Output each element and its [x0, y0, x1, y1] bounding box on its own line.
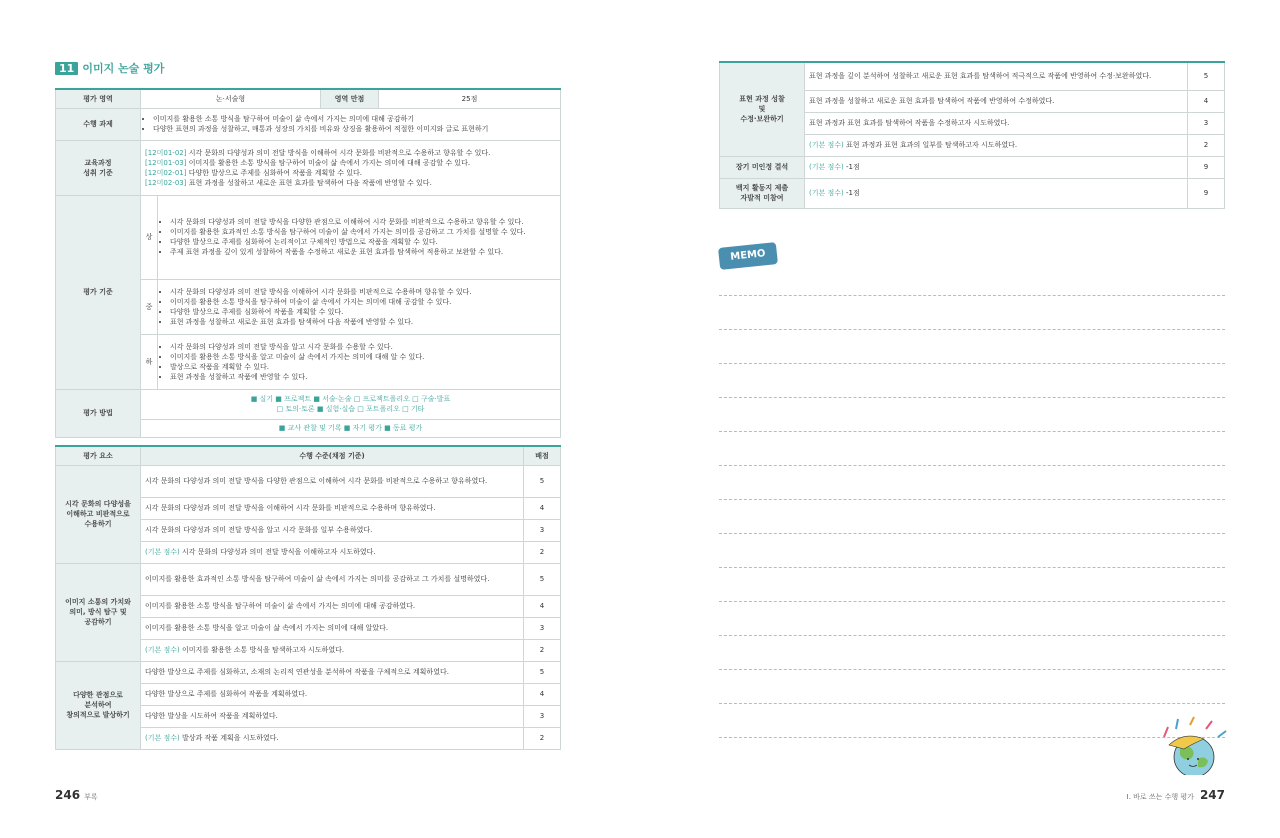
rubric-header	[56, 446, 561, 465]
rubric-score: 3	[524, 617, 561, 639]
rubric-level-text	[141, 497, 524, 519]
penalty-label: 백지 활동지 제출 자발적 미참여	[720, 178, 805, 208]
task-content	[141, 108, 561, 140]
methods-content	[141, 389, 561, 419]
criteria-item: • 이미지를 활용한 소통 방식을 탐구하여 미술이 삶 속에서 가지는 의미에 대해 공감할 수 있다.	[170, 297, 556, 307]
base-score-prefix: (기본 점수)	[145, 646, 180, 654]
criteria-item: • 표현 과정을 성찰하고 작품에 반영할 수 있다.	[170, 372, 556, 382]
rubric-text: 이미지를 활용한 소통 방식을 탐색하고자 시도하였다.	[179, 646, 345, 654]
area-row	[56, 89, 561, 108]
rubric-score: 4	[524, 497, 561, 519]
rubric-text: 다양한 발상으로 주제를 심화하여 작품을 계획하였다.	[145, 690, 308, 698]
memo-line	[719, 465, 1225, 466]
rubric-level-text	[141, 465, 524, 497]
penalty-text	[805, 178, 1188, 208]
rubric-level-text	[805, 62, 1188, 90]
criteria-item: • 표현 과정을 성찰하고 새로운 표현 효과를 탐색하여 다음 작품에 반영할 수 있다.	[170, 317, 556, 327]
criteria-item: • 다양한 발상으로 주제를 심화하여 논리적이고 구체적인 방법으로 작품을 계획할 수 있다.	[170, 237, 556, 247]
criteria-row-high	[56, 195, 561, 279]
standard-item: [12미02-01] 다양한 발상으로 주제를 심화하여 작품을 계획할 수 있다.	[145, 168, 363, 177]
rubric-level-text	[141, 617, 524, 639]
criteria-content	[158, 195, 561, 279]
criteria-level: 하	[141, 334, 158, 389]
score-label: 영역 만점	[321, 89, 379, 108]
criteria-level: 상	[141, 195, 158, 279]
criteria-content	[158, 334, 561, 389]
methods-label: 평가 방법	[56, 389, 141, 437]
penalty-label: 장기 미인정 결석	[720, 156, 805, 178]
rubric-level-text	[141, 639, 524, 661]
area-label: 평가 영역	[56, 89, 141, 108]
rubric-text: 이미지를 활용한 소통 방식을 탐구하여 미술이 삶 속에서 가지는 의미에 대해 공감하였다.	[145, 602, 416, 610]
criteria-content	[158, 279, 561, 334]
rubric-level-text	[141, 661, 524, 683]
base-score-prefix: (기본 점수)	[145, 548, 180, 556]
area-value: 논·서술형	[141, 89, 321, 108]
rubric-table	[55, 445, 561, 750]
rubric-element: 시각 문화의 다양성을 이해하고 비판적으로 수용하기	[56, 465, 141, 563]
page-number-left	[55, 788, 98, 802]
memo-line	[719, 669, 1225, 670]
rubric-score: 3	[524, 519, 561, 541]
penalty-score: 9	[1188, 156, 1225, 178]
criteria-item: • 발상으로 작품을 계획할 수 있다.	[170, 362, 556, 372]
section-title	[55, 60, 164, 76]
page-number: 247	[1199, 788, 1225, 802]
penalty-value: -1점	[843, 163, 860, 171]
section-number: 11	[55, 62, 78, 75]
rubric-element: 이미지 소통의 가치와 의미, 방식 탐구 및 공감하기	[56, 563, 141, 661]
memo-line	[719, 329, 1225, 330]
standard-item: [12미01-03] 이미지를 활용한 소통 방식을 탐구하여 미술이 삶 속에서 가지는 의미에 대해 공감할 수 있다.	[145, 158, 471, 167]
rubric-score: 2	[524, 541, 561, 563]
penalty-row	[720, 156, 1225, 178]
rubric-element: 다양한 관점으로 분석하여 창의적으로 발상하기	[56, 661, 141, 749]
memo-line	[719, 533, 1225, 534]
standards-label: 교육과정 성취 기준	[56, 140, 141, 195]
memo-line	[719, 567, 1225, 568]
rubric-level-text	[805, 134, 1188, 156]
rubric-row	[720, 62, 1225, 90]
base-score-prefix: (기본 점수)	[809, 141, 844, 149]
memo-line	[719, 431, 1225, 432]
rubric-text: 시각 문화의 다양성과 의미 전달 방식을 알고 시각 문화를 일부 수용하였다.	[145, 526, 373, 534]
page-caption: Ⅰ. 바로 쓰는 수행 평가	[1126, 793, 1194, 801]
earth-illustration-icon	[1144, 715, 1229, 775]
criteria-item: • 이미지를 활용한 소통 방식을 알고 미술이 삶 속에서 가지는 의미에 대해 알 수 있다.	[170, 352, 556, 362]
rubric-score: 5	[524, 661, 561, 683]
rubric-text: 표현 과정과 표현 효과의 일부를 탐색하고자 시도하였다.	[843, 141, 1018, 149]
rubric-text: 시각 문화의 다양성과 의미 전달 방식을 이해하고자 시도하였다.	[179, 548, 376, 556]
rubric-score: 5	[524, 465, 561, 497]
penalty-text	[805, 156, 1188, 178]
rubric-text: 시각 문화의 다양성과 의미 전달 방식을 이해하여 시각 문화를 비판적으로 수용하며 향유하였다.	[145, 504, 436, 512]
memo-line	[719, 295, 1225, 296]
rubric-score: 3	[524, 705, 561, 727]
penalty-value: -1점	[843, 189, 860, 197]
methods-line: □ 토의·토론 ■ 실험·실습 □ 포트폴리오 □ 기타	[276, 405, 425, 413]
rubric-text: 다양한 발상으로 주제를 심화하고, 소재의 논리적 연관성을 분석하여 작품을 구체적으로 계획하였다.	[145, 668, 449, 676]
page-number: 246	[55, 788, 81, 802]
methods-line: ■ 교사 관찰 및 기록 ■ 자기 평가 ■ 동료 평가	[141, 419, 561, 437]
rubric-score: 4	[1188, 90, 1225, 112]
memo-line	[719, 601, 1225, 602]
task-item: • 다양한 표현의 과정을 성찰하고, 매통과 성장의 가치를 비유와 상징을 활용하여 적절한 이미지와 글로 표현하기	[153, 124, 556, 134]
rubric-text: 이미지를 활용한 효과적인 소통 방식을 탐구하여 미술이 삶 속에서 가지는 의미를 공감하고 그 가치를 설명하였다.	[145, 575, 490, 583]
rubric-level-text	[141, 727, 524, 749]
rubric-level-text	[805, 112, 1188, 134]
memo-badge: MEMO	[718, 242, 778, 270]
criteria-item: • 시각 문화의 다양성과 의미 전달 방식을 다양한 관점으로 이해하여 시각 문화를 비판적으로 수용하고 향유할 수 있다.	[170, 217, 556, 227]
rubric-score: 2	[1188, 134, 1225, 156]
page-number-right	[1123, 788, 1225, 802]
task-label: 수행 과제	[56, 108, 141, 140]
rubric-score: 5	[524, 563, 561, 595]
rubric-table-continued	[719, 61, 1225, 209]
rubric-level-text	[805, 90, 1188, 112]
memo-line	[719, 703, 1225, 704]
rubric-row	[56, 563, 561, 595]
penalty-row	[720, 178, 1225, 208]
rubric-level-text	[141, 519, 524, 541]
standards-row	[56, 140, 561, 195]
rubric-text: 발상과 작품 계획을 시도하였다.	[179, 734, 279, 742]
rubric-level-text	[141, 563, 524, 595]
criteria-item: • 다양한 발상으로 주제를 심화하여 작품을 계획할 수 있다.	[170, 307, 556, 317]
rubric-row	[56, 465, 561, 497]
memo-line	[719, 397, 1225, 398]
base-score-prefix: (기본 점수)	[809, 189, 844, 197]
rubric-level-text	[141, 683, 524, 705]
base-score-prefix: (기본 점수)	[809, 163, 844, 171]
task-item: • 이미지를 활용한 소통 방식을 탐구하여 미술이 삶 속에서 가지는 의미에 대해 공감하기	[153, 114, 556, 124]
rubric-text: 시각 문화의 다양성과 의미 전달 방식을 다양한 관점으로 이해하여 시각 문화를 비판적으로 수용하고 향유하였다.	[145, 477, 488, 485]
criteria-item: • 이미지를 활용한 효과적인 소통 방식을 탐구하여 미술이 삶 속에서 가지는 의미를 공감하고 그 가치를 설명할 수 있다.	[170, 227, 556, 237]
rubric-score: 2	[524, 727, 561, 749]
criteria-label: 평가 기준	[56, 195, 141, 389]
rubric-level-text	[141, 541, 524, 563]
memo-line	[719, 363, 1225, 364]
rubric-text: 다양한 발상을 시도하여 작품을 계획하였다.	[145, 712, 278, 720]
rubric-row	[56, 661, 561, 683]
rubric-text: 표현 과정을 성찰하고 새로운 표현 효과를 탐색하여 작품에 반영하여 수정하였다.	[809, 97, 1055, 105]
memo-line	[719, 635, 1225, 636]
rubric-score: 2	[524, 639, 561, 661]
rubric-header-level: 수행 수준(채점 기준)	[141, 446, 524, 465]
standard-item: [12미02-03] 표현 과정을 성찰하고 새로운 표현 효과를 탐색하여 다음 작품에 반영할 수 있다.	[145, 178, 432, 187]
base-score-prefix: (기본 점수)	[145, 734, 180, 742]
standard-item: [12미01-02] 시각 문화의 다양성과 의미 전달 방식을 이해하여 시각 문화를 비판적으로 수용하고 향유할 수 있다.	[145, 148, 491, 157]
methods-line: ■ 실기 ■ 프로젝트 ■ 서술·논술 □ 프로젝트폴리오 □ 구술·발표	[250, 395, 451, 403]
task-row	[56, 108, 561, 140]
standards-content	[141, 140, 561, 195]
criteria-level: 중	[141, 279, 158, 334]
rubric-score: 4	[524, 595, 561, 617]
rubric-header-element: 평가 요소	[56, 446, 141, 465]
rubric-score: 3	[1188, 112, 1225, 134]
assessment-overview-table	[55, 88, 561, 438]
rubric-text: 표현 과정을 깊이 분석하여 성찰하고 새로운 표현 효과를 탐색하여 적극적으로 작품에 반영하여 수정·보완하였다.	[809, 72, 1152, 81]
criteria-item: • 시각 문화의 다양성과 의미 전달 방식을 알고 시각 문화를 수용할 수 있다.	[170, 342, 556, 352]
rubric-score: 4	[524, 683, 561, 705]
criteria-item: • 시각 문화의 다양성과 의미 전달 방식을 이해하여 시각 문화를 비판적으로 수용하며 향유할 수 있다.	[170, 287, 556, 297]
methods-row	[56, 389, 561, 419]
section-title-text: 이미지 논술 평가	[82, 62, 165, 75]
rubric-text: 이미지를 활용한 소통 방식을 알고 미술이 삶 속에서 가지는 의미에 대해 알았다.	[145, 624, 389, 632]
rubric-level-text	[141, 705, 524, 727]
penalty-score: 9	[1188, 178, 1225, 208]
rubric-element: 표현 과정 성찰 및 수정·보완하기	[720, 62, 805, 156]
rubric-header-score: 배점	[524, 446, 561, 465]
rubric-score: 5	[1188, 62, 1225, 90]
page-caption: 부록	[84, 793, 98, 801]
memo-line	[719, 499, 1225, 500]
rubric-text: 표현 과정과 표현 효과를 탐색하여 작품을 수정하고자 시도하였다.	[809, 119, 1010, 127]
rubric-level-text	[141, 595, 524, 617]
score-value: 25점	[379, 89, 561, 108]
criteria-item: • 주제 표현 과정을 깊이 있게 성찰하여 작품을 수정하고 새로운 표현 효과를 탐색하여 적용하고 보완할 수 있다.	[170, 247, 556, 257]
